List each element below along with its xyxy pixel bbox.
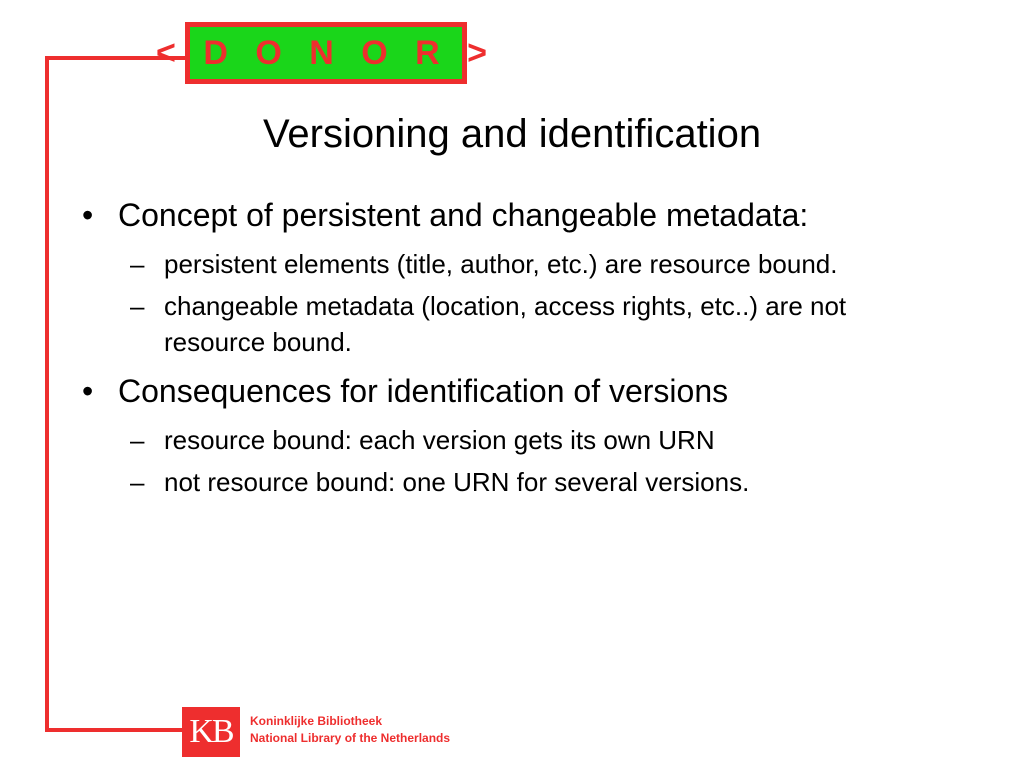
sub-bullet-marker: –: [130, 291, 145, 321]
bullet-item: [78, 370, 938, 412]
sub-bullet-marker: –: [130, 249, 145, 279]
kb-caption-line-1: Koninklijke Bibliotheek: [250, 714, 383, 728]
slide-title: Versioning and identification: [262, 112, 762, 156]
bullet-marker: •: [82, 373, 94, 409]
sub-bullet-item: [130, 246, 904, 282]
frame-line-bottom: [45, 728, 182, 732]
sub-bullet-text: not resource bound: one URN for several versions.: [164, 467, 750, 497]
bullet-item: [78, 194, 938, 236]
sub-bullet-text: resource bound: each version gets its own URN: [164, 425, 715, 455]
bullet-list: [78, 194, 938, 506]
bullet-text: Consequences for identification of versions: [118, 373, 729, 409]
donor-logo: [156, 22, 496, 84]
sub-bullet-item: [130, 464, 904, 500]
bullet-marker: •: [82, 197, 94, 233]
kb-caption: [250, 713, 450, 747]
sub-bullet-item: [130, 288, 904, 360]
kb-caption-line-2: National Library of the Netherlands: [250, 731, 451, 745]
donor-logo-text: < D O N O R >: [156, 34, 496, 72]
sub-bullet-text: persistent elements (title, author, etc.) are resource bound.: [164, 249, 838, 279]
sub-bullet-text: changeable metadata (location, access rights, etc..) are not resource bound.: [164, 291, 847, 357]
frame-line-left: [45, 56, 49, 732]
sub-bullet-marker: –: [130, 467, 145, 497]
sub-bullet-marker: –: [130, 425, 145, 455]
kb-logo-mark: KB: [189, 713, 233, 750]
sub-bullet-item: [130, 422, 904, 458]
bullet-text: Concept of persistent and changeable metadata:: [118, 197, 809, 233]
kb-logo: [182, 707, 240, 757]
